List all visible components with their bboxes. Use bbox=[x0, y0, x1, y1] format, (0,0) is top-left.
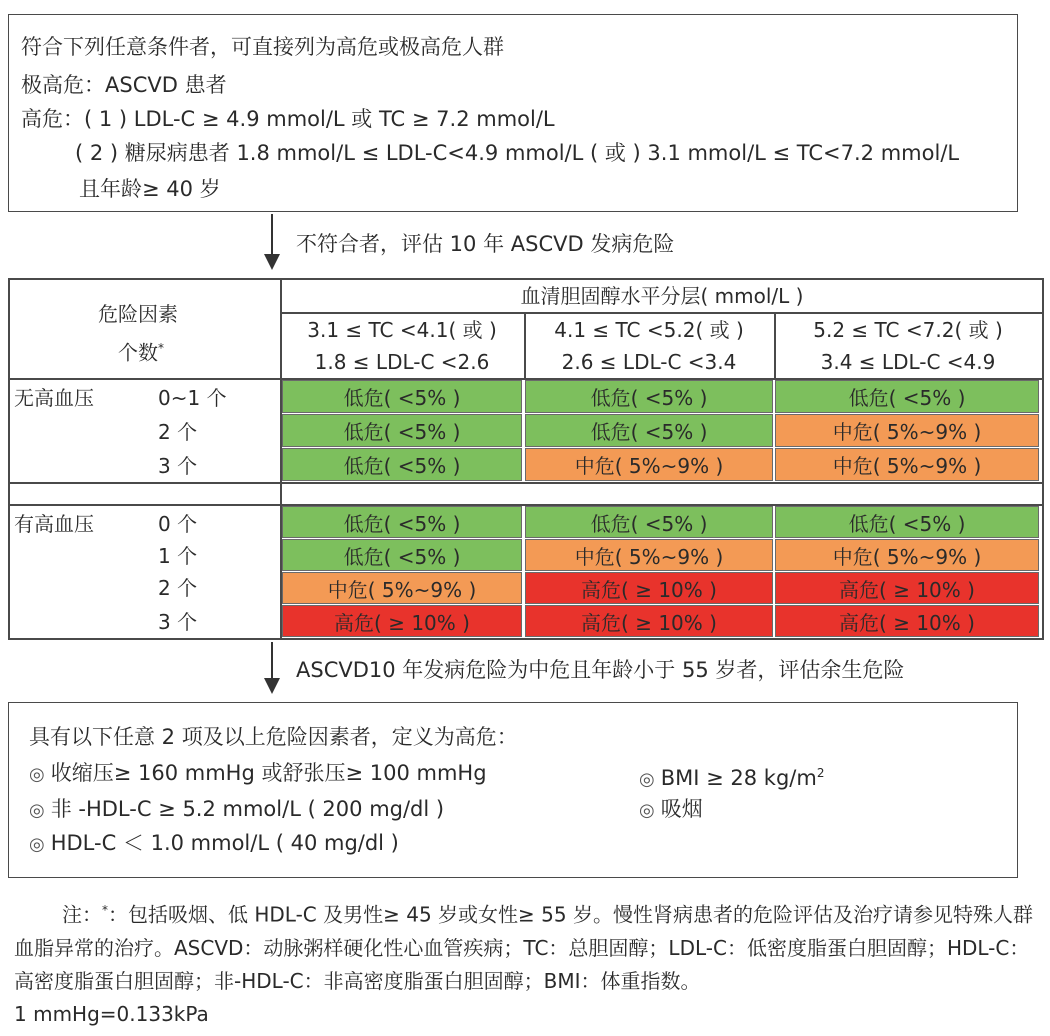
risk-cell: 低危( <5% ) bbox=[282, 448, 522, 481]
bullet-icon: ◎ bbox=[29, 800, 45, 821]
down-arrow-icon bbox=[264, 642, 280, 694]
group-hypertension: 有高血压 bbox=[14, 512, 94, 536]
risk-cell: 低危( <5% ) bbox=[282, 414, 522, 447]
bullet-icon: ◎ bbox=[29, 834, 45, 855]
bullet-icon: ◎ bbox=[639, 769, 655, 790]
col3-tc: 5.2 ≤ TC <7.2( 或 ) bbox=[813, 318, 1003, 342]
header-count: 个数* bbox=[118, 340, 164, 365]
arrow1-caption: 不符合者，评估 10 年 ASCVD 发病危险 bbox=[296, 232, 675, 256]
row-count: 0 个 bbox=[158, 512, 198, 536]
bottom-item-3: ◎ HDL-C ＜ 1.0 mmol/L ( 40 mg/dl ) bbox=[29, 831, 399, 855]
risk-cell: 高危( ≥ 10% ) bbox=[775, 605, 1039, 637]
risk-cell: 中危( 5%~9% ) bbox=[525, 448, 773, 481]
risk-cell: 高危( ≥ 10% ) bbox=[525, 572, 773, 604]
risk-cell: 高危( ≥ 10% ) bbox=[525, 605, 773, 637]
row-count: 2 个 bbox=[158, 420, 198, 444]
risk-table bbox=[8, 278, 1044, 640]
bottom-box-title: 具有以下任意 2 项及以上危险因素者，定义为高危： bbox=[29, 725, 518, 749]
risk-cell: 中危( 5%~9% ) bbox=[282, 572, 522, 604]
risk-cell: 中危( 5%~9% ) bbox=[775, 539, 1039, 571]
risk-cell: 低危( <5% ) bbox=[775, 506, 1039, 538]
footnote-last-line: 1 mmHg=0.133kPa bbox=[14, 1002, 209, 1026]
footnote-mark: * bbox=[158, 341, 164, 355]
risk-cell: 低危( <5% ) bbox=[525, 506, 773, 538]
row-count: 3 个 bbox=[158, 610, 198, 634]
top-box-line4: ( 2 ) 糖尿病患者 1.8 mmol/L ≤ LDL-C<4.9 mmol/L ( 或 ) 3.1 mmol/L ≤ TC<7.2 mmol/L bbox=[75, 141, 960, 165]
risk-cell: 高危( ≥ 10% ) bbox=[775, 572, 1039, 604]
row-count: 1 个 bbox=[158, 544, 198, 568]
bottom-criteria-box bbox=[8, 702, 1018, 878]
col3-ldl: 3.4 ≤ LDL-C <4.9 bbox=[820, 350, 996, 374]
col1-ldl: 1.8 ≤ LDL-C <2.6 bbox=[314, 350, 490, 374]
risk-cell: 高危( ≥ 10% ) bbox=[282, 605, 522, 637]
bullet-icon: ◎ bbox=[639, 800, 655, 821]
header-cholesterol-group: 血清胆固醇水平分层( mmol/L ) bbox=[520, 284, 804, 308]
bottom-item-1: ◎ 收缩压≥ 160 mmHg 或舒张压≥ 100 mmHg bbox=[29, 761, 487, 785]
arrow2-caption: ASCVD10 年发病危险为中危且年龄小于 55 岁者，评估余生危险 bbox=[296, 658, 905, 682]
risk-cell: 低危( <5% ) bbox=[282, 539, 522, 571]
risk-cell: 低危( <5% ) bbox=[282, 380, 522, 413]
down-arrow-icon bbox=[264, 214, 280, 270]
top-box-line2: 极高危：ASCVD 患者 bbox=[21, 73, 227, 97]
bottom-item-4: ◎ BMI ≥ 28 $kg/m^2$ bbox=[639, 766, 825, 790]
risk-cell: 中危( 5%~9% ) bbox=[525, 539, 773, 571]
col2-ldl: 2.6 ≤ LDL-C <3.4 bbox=[561, 350, 737, 374]
top-box-line5: 且年龄≥ 40 岁 bbox=[79, 177, 221, 201]
top-box-line1: 符合下列任意条件者，可直接列为高危或极高危人群 bbox=[21, 35, 504, 59]
bullet-icon: ◎ bbox=[29, 764, 45, 785]
top-box-line3: 高危：( 1 ) LDL-C ≥ 4.9 mmol/L 或 TC ≥ 7.2 mmol/L bbox=[21, 107, 555, 131]
risk-cell: 低危( <5% ) bbox=[775, 380, 1039, 413]
row-count: 2 个 bbox=[158, 576, 198, 600]
bottom-item-5: ◎ 吸烟 bbox=[639, 797, 703, 821]
risk-cell: 中危( 5%~9% ) bbox=[775, 414, 1039, 447]
risk-cell: 中危( 5%~9% ) bbox=[775, 448, 1039, 481]
bottom-item-2: ◎ 非 -HDL-C ≥ 5.2 mmol/L ( 200 mg/dl ) bbox=[29, 797, 445, 821]
risk-cell: 低危( <5% ) bbox=[282, 506, 522, 538]
group-no-hypertension: 无高血压 bbox=[14, 386, 94, 410]
risk-cell: 低危( <5% ) bbox=[525, 380, 773, 413]
row-count: 3 个 bbox=[158, 454, 198, 478]
header-risk-factor: 危险因素 bbox=[98, 302, 178, 326]
footnote: 注：*：包括吸烟、低 HDL-C 及男性≥ 45 岁或女性≥ 55 岁。慢性肾病患者的危险评估及治疗请参见特殊人群血脂异常的治疗。ASCVD：动脉粥样硬化性心血管疾病；TC：总胆固醇；LDL-C：低密度脂蛋白胆固醇；HDL-C：高密度脂蛋白胆固醇；非-HDL-C：非高密度脂蛋白胆固醇；BMI：体重指数。 bbox=[14, 902, 1033, 993]
risk-cell: 低危( <5% ) bbox=[525, 414, 773, 447]
row-count: 0~1 个 bbox=[158, 386, 227, 410]
top-criteria-box bbox=[8, 14, 1018, 212]
col2-tc: 4.1 ≤ TC <5.2( 或 ) bbox=[554, 318, 744, 342]
col1-tc: 3.1 ≤ TC <4.1( 或 ) bbox=[307, 318, 497, 342]
